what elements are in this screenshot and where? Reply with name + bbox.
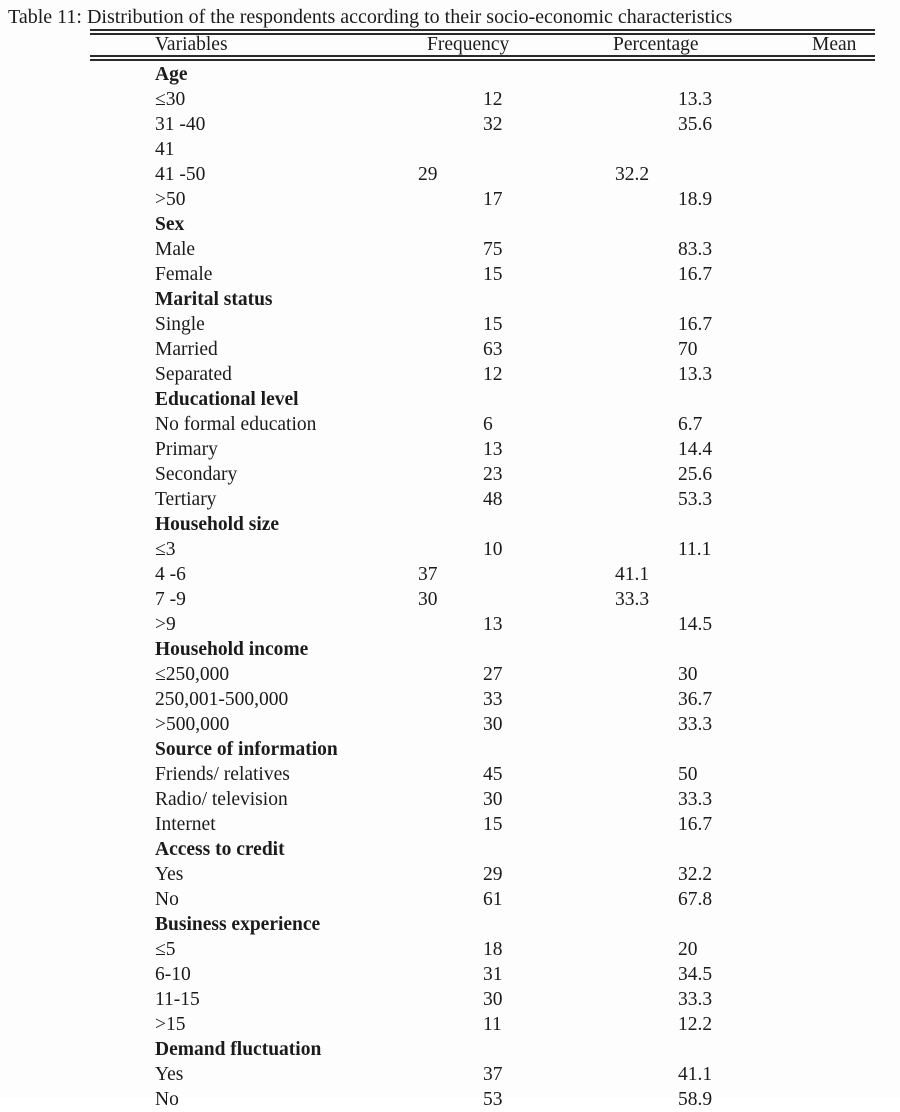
row-frequency: 29 <box>483 864 503 885</box>
row-label: Household size <box>155 514 280 535</box>
row-frequency: 48 <box>483 489 503 510</box>
column-header-mean: Mean <box>812 34 857 55</box>
section-row <box>0 212 900 237</box>
row-frequency: 15 <box>483 314 503 335</box>
row-label: No <box>155 1089 179 1110</box>
row-frequency: 27 <box>483 664 503 685</box>
row-frequency: 13 <box>483 439 503 460</box>
row-percentage: 13.3 <box>678 364 713 385</box>
row-percentage: 11.1 <box>678 539 712 560</box>
table-row <box>0 462 900 487</box>
row-frequency: 61 <box>483 889 503 910</box>
row-label: Married <box>155 339 218 360</box>
row-percentage: 58.9 <box>678 1089 713 1110</box>
section-row <box>0 737 900 762</box>
row-label: 7 -9 <box>155 589 186 610</box>
row-frequency: 15 <box>483 264 503 285</box>
table-row <box>0 812 900 837</box>
row-label: ≤30 <box>155 89 186 110</box>
table-row <box>0 987 900 1012</box>
table-row <box>0 487 900 512</box>
section-row <box>0 637 900 662</box>
row-label: Yes <box>155 864 184 885</box>
row-frequency: 17 <box>483 189 503 210</box>
row-frequency: 30 <box>483 714 503 735</box>
table-row <box>0 337 900 362</box>
table-row <box>0 137 900 162</box>
row-frequency: 15 <box>483 814 503 835</box>
row-percentage: 16.7 <box>678 264 713 285</box>
row-percentage: 41.1 <box>678 1064 713 1085</box>
row-percentage: 50 <box>678 764 698 785</box>
row-frequency: 12 <box>483 89 503 110</box>
row-label: Household income <box>155 639 309 660</box>
section-row <box>0 1037 900 1062</box>
row-label: Sex <box>155 214 185 235</box>
row-frequency: 75 <box>483 239 503 260</box>
row-percentage: 33.3 <box>615 589 650 610</box>
row-label: Business experience <box>155 914 321 935</box>
row-label: 41 <box>155 139 175 160</box>
table-rows <box>0 62 900 1112</box>
row-frequency: 37 <box>483 1064 503 1085</box>
row-percentage: 33.3 <box>678 714 713 735</box>
table-row <box>0 962 900 987</box>
table-row <box>0 187 900 212</box>
section-row <box>0 287 900 312</box>
table-row <box>0 762 900 787</box>
table-row <box>0 887 900 912</box>
section-row <box>0 837 900 862</box>
table-row <box>0 712 900 737</box>
section-row <box>0 512 900 537</box>
row-percentage: 33.3 <box>678 789 713 810</box>
row-percentage: 16.7 <box>678 314 713 335</box>
row-label: 4 -6 <box>155 564 186 585</box>
row-percentage: 16.7 <box>678 814 713 835</box>
row-frequency: 32 <box>483 114 503 135</box>
row-frequency: 31 <box>483 964 503 985</box>
table-row <box>0 262 900 287</box>
row-percentage: 36.7 <box>678 689 713 710</box>
table-row <box>0 237 900 262</box>
table-row <box>0 937 900 962</box>
row-label: Female <box>155 264 213 285</box>
row-label: No formal education <box>155 414 317 435</box>
row-frequency: 63 <box>483 339 503 360</box>
row-label: Secondary <box>155 464 238 485</box>
section-row <box>0 912 900 937</box>
row-frequency: 30 <box>418 589 438 610</box>
row-label: 6-10 <box>155 964 191 985</box>
row-label: Age <box>155 64 188 85</box>
column-header-variables: Variables <box>155 34 228 55</box>
row-label: Demand fluctuation <box>155 1039 322 1060</box>
table-row <box>0 1087 900 1112</box>
row-label: Single <box>155 314 205 335</box>
row-frequency: 6 <box>483 414 493 435</box>
row-label: Internet <box>155 814 216 835</box>
column-header-percentage: Percentage <box>613 34 699 55</box>
row-label: ≤250,000 <box>155 664 230 685</box>
row-percentage: 32.2 <box>615 164 650 185</box>
table-caption: Table 11: Distribution of the respondents according to their socio-economic characteristics <box>8 6 733 28</box>
row-label: Primary <box>155 439 218 460</box>
row-percentage: 13.3 <box>678 89 713 110</box>
table-row <box>0 162 900 187</box>
row-label: >50 <box>155 189 186 210</box>
table-row <box>0 312 900 337</box>
row-percentage: 41.1 <box>615 564 650 585</box>
row-percentage: 83.3 <box>678 239 713 260</box>
table-row <box>0 362 900 387</box>
row-percentage: 18.9 <box>678 189 713 210</box>
row-frequency: 29 <box>418 164 438 185</box>
row-frequency: 18 <box>483 939 503 960</box>
row-percentage: 35.6 <box>678 114 713 135</box>
row-frequency: 30 <box>483 989 503 1010</box>
row-frequency: 23 <box>483 464 503 485</box>
table-row <box>0 537 900 562</box>
row-label: Source of information <box>155 739 338 760</box>
column-header-frequency: Frequency <box>427 34 510 55</box>
row-label: Educational level <box>155 389 299 410</box>
table-row <box>0 787 900 812</box>
row-label: 250,001-500,000 <box>155 689 289 710</box>
row-percentage: 12.2 <box>678 1014 713 1035</box>
row-label: Radio/ television <box>155 789 288 810</box>
row-percentage: 25.6 <box>678 464 713 485</box>
table-row <box>0 862 900 887</box>
row-frequency: 53 <box>483 1089 503 1110</box>
row-percentage: 34.5 <box>678 964 713 985</box>
row-percentage: 33.3 <box>678 989 713 1010</box>
table-row <box>0 687 900 712</box>
header-rule <box>90 55 875 61</box>
row-percentage: 67.8 <box>678 889 713 910</box>
table-row <box>0 1062 900 1087</box>
row-percentage: 30 <box>678 664 698 685</box>
table-row <box>0 587 900 612</box>
row-percentage: 20 <box>678 939 698 960</box>
row-label: Male <box>155 239 196 260</box>
table-row <box>0 612 900 637</box>
row-percentage: 53.3 <box>678 489 713 510</box>
row-label: 41 -50 <box>155 164 206 185</box>
row-label: >15 <box>155 1014 186 1035</box>
table-row <box>0 562 900 587</box>
row-percentage: 6.7 <box>678 414 703 435</box>
row-frequency: 33 <box>483 689 503 710</box>
row-label: 31 -40 <box>155 114 206 135</box>
row-label: Marital status <box>155 289 273 310</box>
row-frequency: 30 <box>483 789 503 810</box>
row-frequency: 45 <box>483 764 503 785</box>
row-label: >9 <box>155 614 176 635</box>
row-frequency: 37 <box>418 564 438 585</box>
section-row <box>0 387 900 412</box>
row-label: Tertiary <box>155 489 217 510</box>
row-frequency: 11 <box>483 1014 502 1035</box>
row-label: >500,000 <box>155 714 230 735</box>
row-percentage: 32.2 <box>678 864 713 885</box>
row-percentage: 70 <box>678 339 698 360</box>
row-label: ≤3 <box>155 539 176 560</box>
table-row <box>0 662 900 687</box>
row-frequency: 12 <box>483 364 503 385</box>
row-label: 11-15 <box>155 989 200 1010</box>
row-label: Yes <box>155 1064 184 1085</box>
table-row <box>0 412 900 437</box>
table-row <box>0 112 900 137</box>
row-label: Friends/ relatives <box>155 764 290 785</box>
row-frequency: 13 <box>483 614 503 635</box>
row-percentage: 14.5 <box>678 614 713 635</box>
table-row <box>0 437 900 462</box>
row-label: ≤5 <box>155 939 176 960</box>
row-label: Separated <box>155 364 232 385</box>
table-row <box>0 87 900 112</box>
row-frequency: 10 <box>483 539 503 560</box>
row-percentage: 14.4 <box>678 439 713 460</box>
row-label: No <box>155 889 179 910</box>
row-label: Access to credit <box>155 839 285 860</box>
table-row <box>0 1012 900 1037</box>
section-row <box>0 62 900 87</box>
